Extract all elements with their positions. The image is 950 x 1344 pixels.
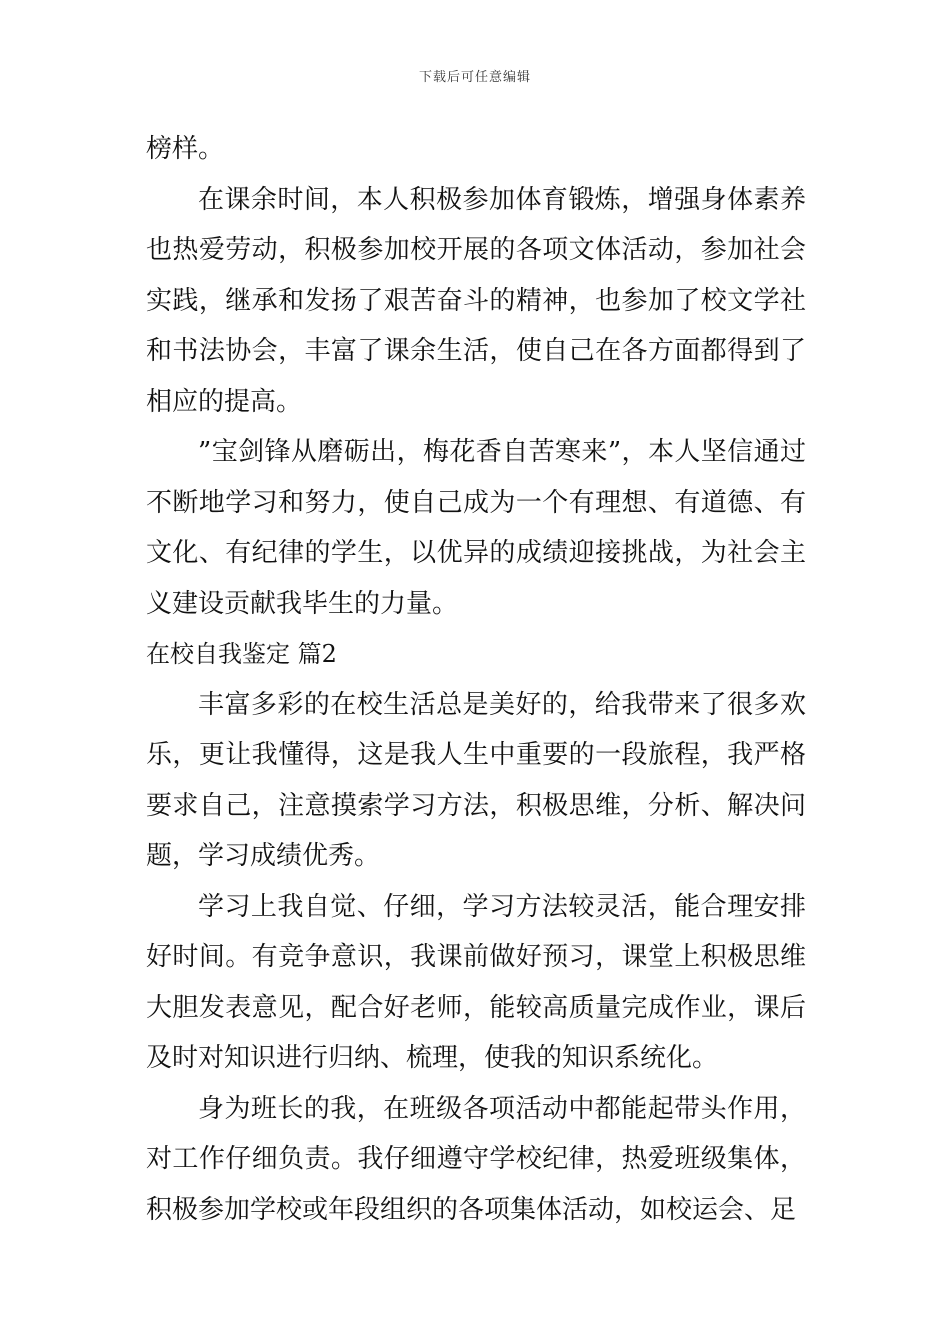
paragraph: 在课余时间，本人积极参加体育锻炼，增强身体素养也热爱劳动，积极参加校开展的各项文体活动，参加社会实践，继承和发扬了艰苦奋斗的精神，也参加了校文学社和书法协会，丰富了课余生活，使自己在各方面都得到了相应的提高。 bbox=[146, 184, 806, 417]
header-note: 下载后可任意编辑 bbox=[418, 70, 531, 85]
paragraph: 学习上我自觉、仔细，学习方法较灵活，能合理安排好时间。有竞争意识，我课前做好预习，课堂上积极思维大胆发表意见，配合好老师，能较高质量完成作业，课后及时对知识进行归纳、梳理，使我的知识系统化。 bbox=[146, 891, 806, 1073]
paragraph: 丰富多彩的在校生活总是美好的，给我带来了很多欢乐，更让我懂得，这是我人生中重要的一段旅程，我严格要求自己，注意摸索学习方法，积极思维，分析、解决问题，学习成绩优秀。 bbox=[146, 689, 806, 871]
paragraph: ”宝剑锋从磨砺出，梅花香自苦寒来”，本人坚信通过不断地学习和努力，使自己成为一个有理想、有道德、有文化、有纪律的学生，以优异的成绩迎接挑战，为社会主义建设贡献我毕生的力量。 bbox=[146, 437, 806, 619]
paragraph: 身为班长的我，在班级各项活动中都能起带头作用，对工作仔细负责。我仔细遵守学校纪律，热爱班级集体，积极参加学校或年段组织的各项集体活动，如校运会、足 bbox=[146, 1093, 806, 1225]
section-heading: 在校自我鉴定 篇2 bbox=[146, 640, 337, 668]
document-body bbox=[146, 124, 806, 1235]
paragraph: 榜样。 bbox=[146, 134, 225, 164]
